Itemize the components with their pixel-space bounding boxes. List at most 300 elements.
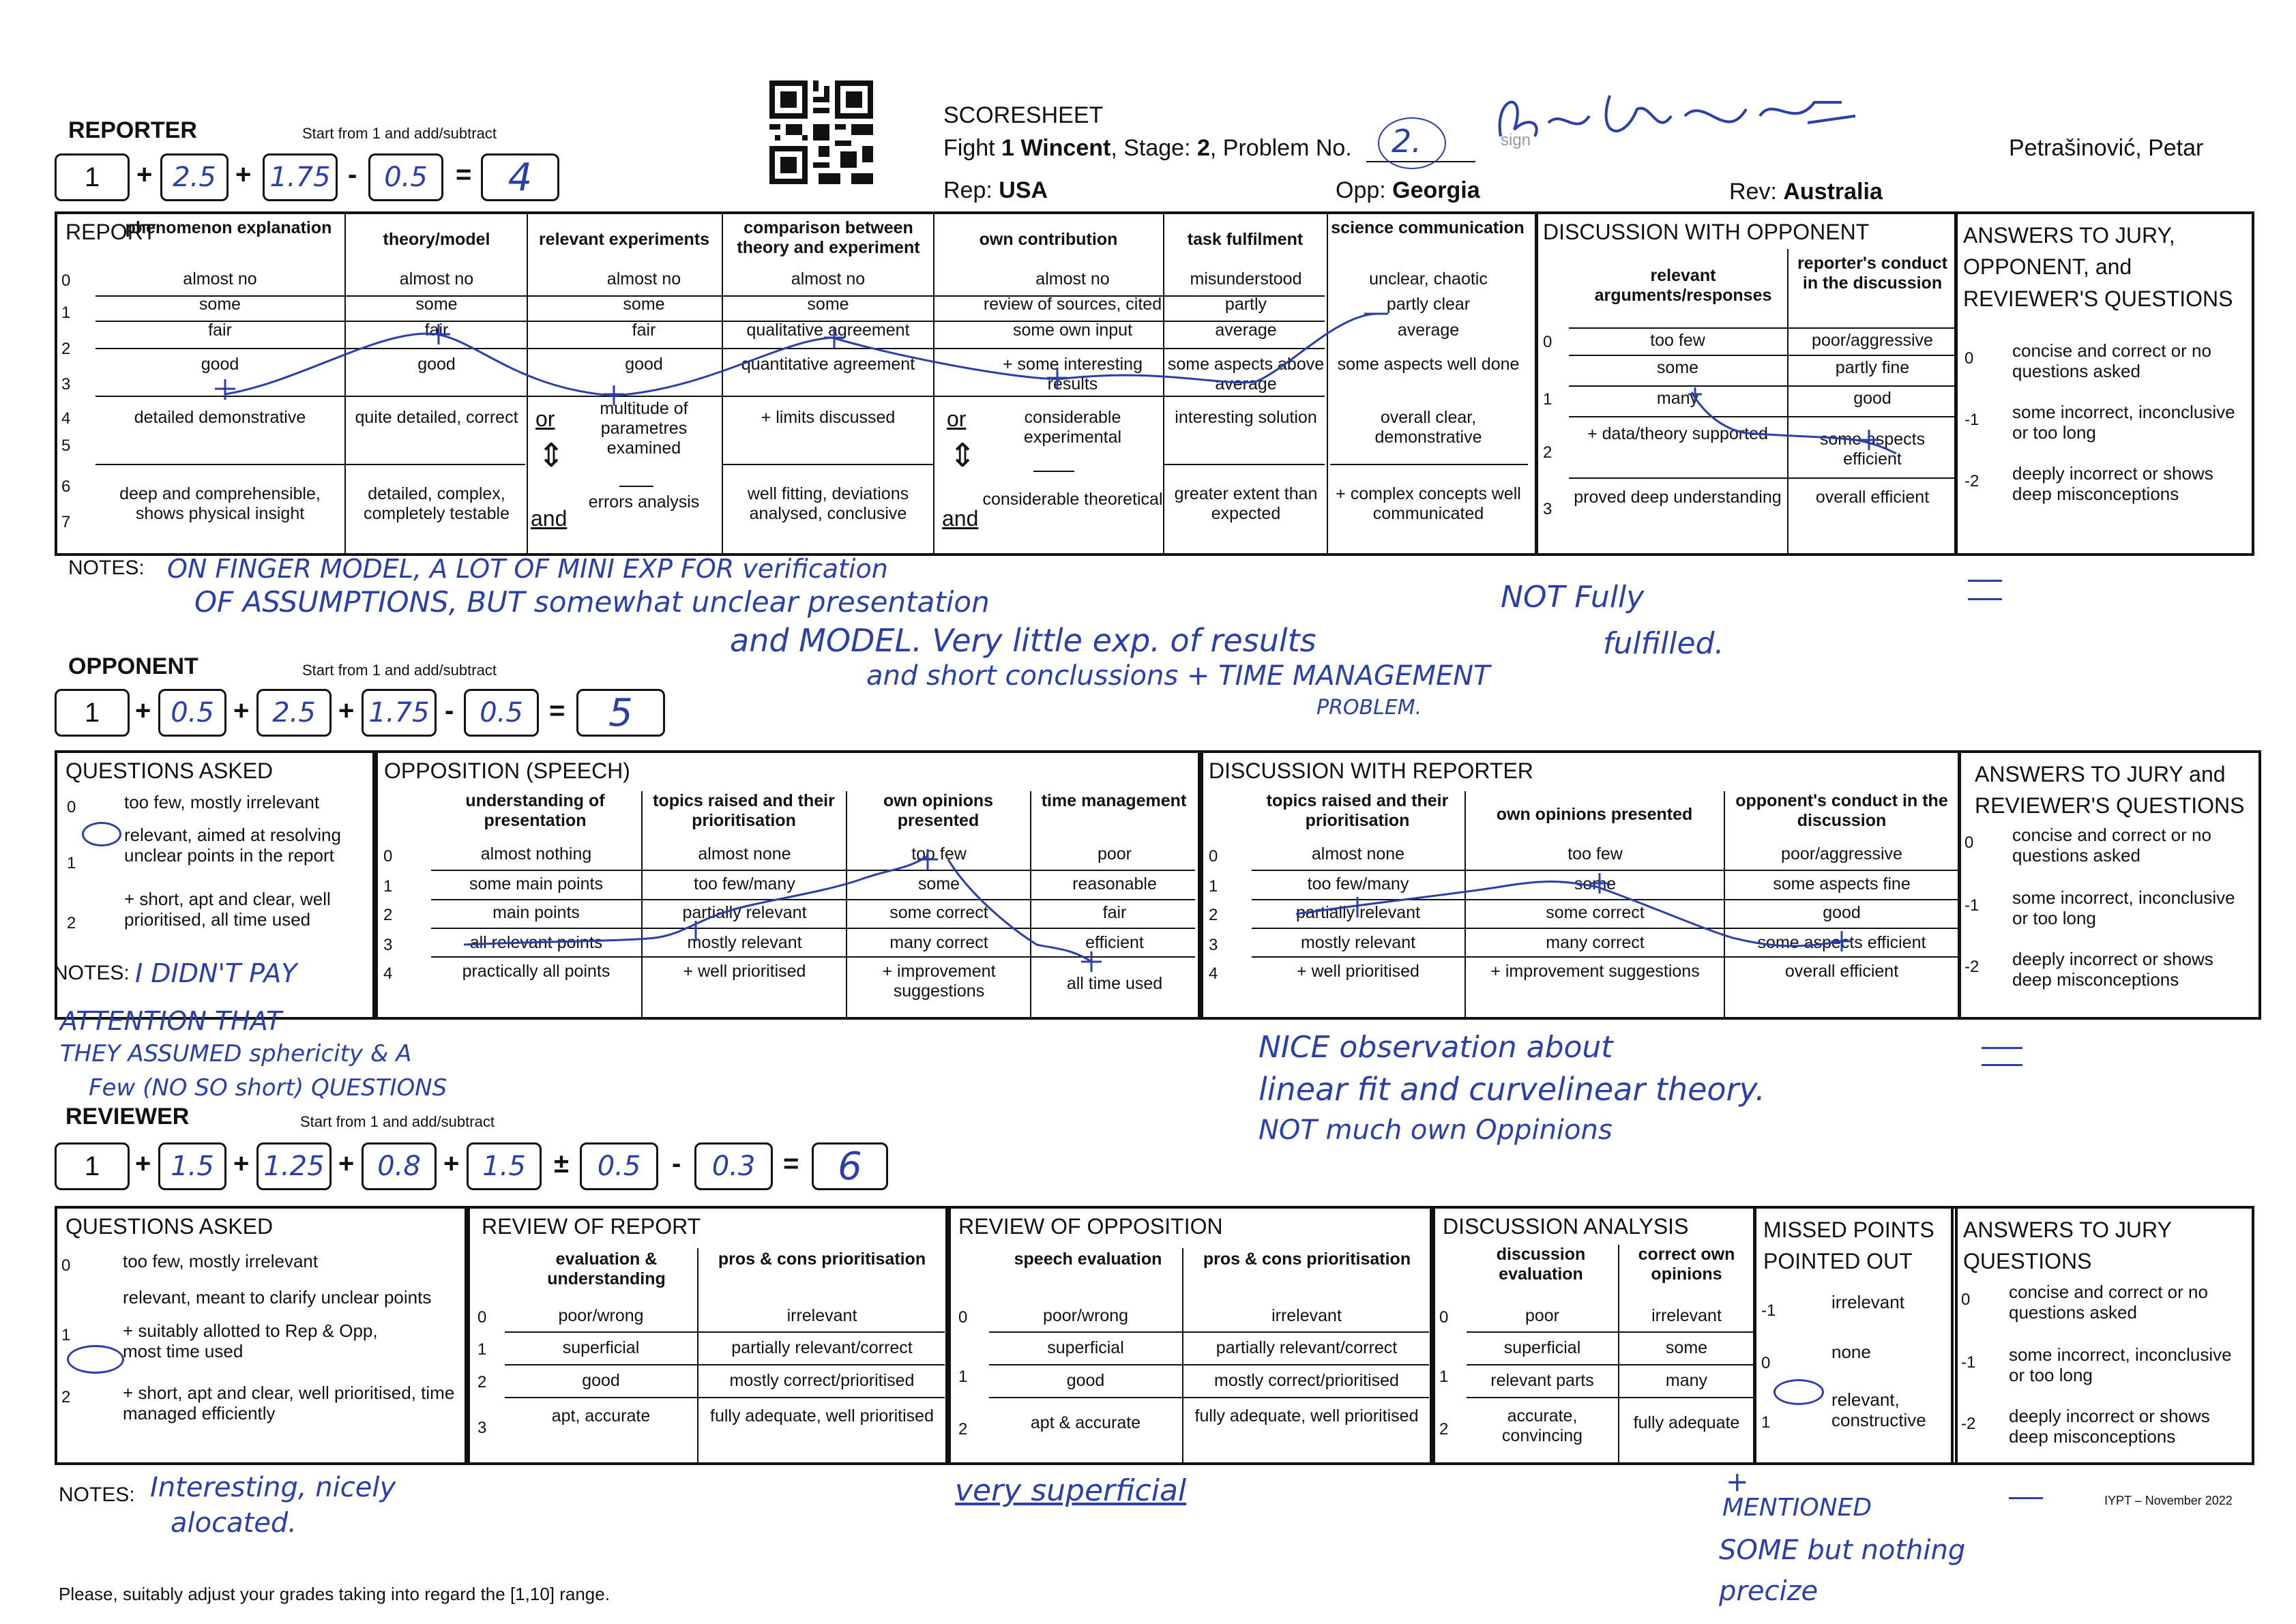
- answer-item: concise and correct or no questions asked: [2012, 825, 2211, 866]
- opponent-questions-title: QUESTIONS ASKED: [65, 758, 274, 783]
- answer-item: deeply incorrect or shows deep misconceptions: [2012, 949, 2213, 990]
- updown-arrow-icon: ⇕: [538, 438, 565, 474]
- rep-disc-cell: proved deep understanding: [1574, 488, 1782, 507]
- fight-label: Fight: [943, 135, 1002, 161]
- opposition-cell: some main points: [469, 874, 603, 894]
- missed-item: irrelevant: [1831, 1292, 1904, 1312]
- missed-level: 1: [1761, 1413, 1771, 1432]
- report-level: 0: [61, 271, 71, 290]
- footer-version: IYPT – November 2022: [2104, 1494, 2233, 1507]
- qr-code: [769, 80, 873, 184]
- rep-disc-cell: good: [1853, 389, 1892, 408]
- missed-item: none: [1831, 1342, 1871, 1362]
- opp-disc-head: opponent's conduct in the discussion: [1735, 791, 1948, 830]
- problem-circle: [1378, 117, 1446, 169]
- answer-level: -1: [1961, 1353, 1976, 1372]
- review-level: 1: [1439, 1368, 1449, 1386]
- pen-circle-mark: [67, 1345, 124, 1374]
- answer-item: some incorrect, inconclusive or too long: [2009, 1344, 2232, 1385]
- reviewer-total[interactable]: 6: [812, 1142, 888, 1190]
- reviewer-value-4[interactable]: 1.5: [467, 1142, 542, 1190]
- opp-discussion-title: DISCUSSION WITH REPORTER: [1209, 758, 1533, 783]
- answer-level: -1: [1964, 411, 1979, 429]
- report-head-4: comparison between theory and experiment: [737, 218, 920, 257]
- opp-disc-cell: mostly relevant: [1300, 933, 1416, 952]
- rep-disc-head-2: reporter's conduct in the discussion: [1797, 254, 1947, 293]
- missed-level: -1: [1761, 1301, 1776, 1320]
- report-cell: misunderstood: [1190, 269, 1302, 289]
- opp-q-level: 1: [67, 854, 76, 872]
- report-cell: + complex concepts well communicated: [1336, 484, 1521, 523]
- review-opposition-head: speech evaluation: [1014, 1250, 1162, 1269]
- review-report-head: evaluation & understanding: [547, 1250, 666, 1288]
- reporter-value-3[interactable]: 0.5: [368, 153, 443, 201]
- report-cell: some own input: [1012, 321, 1133, 340]
- rep-team: Rep: USA: [943, 177, 1048, 203]
- reporter-op-1: +: [136, 160, 153, 190]
- review-cell: partially relevant/correct: [731, 1338, 913, 1357]
- opposition-cell: all time used: [1066, 974, 1163, 993]
- answer-level: 0: [1964, 349, 1974, 368]
- report-cell: considerable theoretical: [982, 490, 1163, 509]
- opp-disc-level: 0: [1209, 847, 1218, 866]
- juror-name: Petrašinović, Petar: [2009, 135, 2204, 161]
- pen-equals-mark: [1982, 1047, 2022, 1066]
- reporter-op-eq: =: [456, 160, 472, 190]
- report-head-6: task fulfilment: [1187, 230, 1304, 249]
- reporter-discussion-title: DISCUSSION WITH OPPONENT: [1543, 220, 1870, 244]
- report-cell: almost no: [791, 269, 866, 289]
- report-level: 2: [61, 340, 71, 358]
- report-cell: errors analysis: [588, 492, 700, 512]
- opposition-cell: all relevant points: [469, 933, 603, 952]
- reviewer-op: =: [783, 1149, 799, 1179]
- stage-no: 2: [1196, 135, 1210, 161]
- opposition-level: 2: [383, 906, 393, 924]
- opp-notes-l4: Few (NO SO short) QUESTIONS: [89, 1074, 447, 1102]
- report-cell: some: [415, 295, 458, 314]
- disc-analysis-head: discussion evaluation: [1496, 1245, 1586, 1284]
- report-head-1: phenomenon explanation: [125, 218, 332, 237]
- rep-disc-cell: partly fine: [1835, 358, 1910, 377]
- or-label: or: [535, 407, 555, 431]
- report-cell: some aspects above average: [1167, 355, 1325, 394]
- opposition-cell: efficient: [1085, 933, 1144, 952]
- opp-disc-head: topics raised and their prioritisation: [1266, 791, 1449, 830]
- review-report-table: [467, 1206, 948, 1465]
- problem-no-hand: 2.: [1392, 123, 1422, 160]
- opp-notes-r1: NICE observation about: [1259, 1030, 1613, 1065]
- rev-q-level: 2: [61, 1388, 71, 1406]
- opp-team: Opp: Georgia: [1336, 177, 1480, 203]
- rev-q-item: + short, apt and clear, well prioritised, time managed efficiently: [123, 1383, 455, 1423]
- opp-disc-level: 4: [1209, 964, 1218, 983]
- reviewer-value-1[interactable]: 1.5: [158, 1142, 226, 1190]
- review-cell: mostly correct/prioritised: [729, 1371, 915, 1390]
- report-cell: good: [201, 355, 239, 374]
- report-head-2: theory/model: [383, 230, 490, 249]
- reviewer-base: 1: [55, 1142, 130, 1190]
- opp-disc-cell: good: [1823, 903, 1861, 922]
- report-cell: fair: [632, 321, 656, 340]
- opp-notes-r2: linear fit and curvelinear theory.: [1259, 1071, 1765, 1108]
- reporter-value-2[interactable]: 1.75: [263, 153, 338, 201]
- review-cell: fully adequate, well prioritised: [710, 1406, 934, 1426]
- rep-disc-level: 0: [1543, 333, 1552, 351]
- report-level: 3: [61, 375, 71, 394]
- report-cell: quantitative agreement: [741, 355, 915, 374]
- opposition-cell: too few: [911, 844, 967, 863]
- review-cell: superficial: [1503, 1338, 1581, 1357]
- opposition-cell: + improvement suggestions: [882, 962, 996, 1001]
- reviewer-op: +: [135, 1149, 151, 1179]
- fight-name: Wincent: [1014, 135, 1111, 161]
- disc-analysis-head: correct own opinions: [1638, 1245, 1735, 1284]
- report-cell: detailed demonstrative: [134, 408, 306, 427]
- opposition-cell: practically all points: [462, 962, 610, 981]
- opposition-cell: some correct: [889, 903, 988, 922]
- review-cell: irrelevant: [786, 1306, 857, 1325]
- rep-disc-level: 3: [1543, 500, 1552, 518]
- reviewer-op: +: [233, 1149, 250, 1179]
- opp-disc-cell: many correct: [1546, 933, 1645, 952]
- updown-arrow-icon: ⇕: [949, 438, 977, 474]
- report-cell: interesting solution: [1175, 408, 1317, 427]
- review-cell: many: [1665, 1371, 1708, 1390]
- opp-disc-cell: too few/many: [1307, 874, 1409, 894]
- opponent-op-eq: =: [549, 696, 565, 726]
- reporter-op-3: -: [348, 160, 357, 190]
- opposition-head: time management: [1041, 791, 1187, 810]
- report-cell: review of sources, cited: [983, 295, 1162, 314]
- answer-level: 0: [1961, 1290, 1971, 1309]
- rep-disc-cell: overall efficient: [1815, 488, 1930, 507]
- answer-level: -2: [1964, 958, 1979, 976]
- answer-item: deeply incorrect or shows deep misconceptions: [2009, 1406, 2210, 1447]
- review-cell: relevant parts: [1490, 1371, 1594, 1390]
- opp-notes-l3: THEY ASSUMED sphericity & A: [60, 1040, 412, 1067]
- report-cell: fair: [208, 321, 232, 340]
- answer-level: -2: [1961, 1415, 1976, 1433]
- review-cell: good: [1066, 1371, 1105, 1390]
- review-cell: irrelevant: [1651, 1306, 1722, 1325]
- missed-level: 0: [1761, 1354, 1771, 1372]
- opponent-op-2: +: [233, 696, 250, 726]
- report-level: 1: [61, 304, 71, 322]
- reporter-notes-label: NOTES:: [68, 557, 145, 579]
- scoresheet-title: SCORESHEET: [943, 102, 1104, 128]
- opp-q-item: + short, apt and clear, well prioritised, all time used: [124, 889, 331, 930]
- review-opposition-head: pros & cons prioritisation: [1203, 1250, 1411, 1269]
- opp-notes-r3: NOT much own Oppinions: [1259, 1114, 1613, 1146]
- opponent-value-2[interactable]: 2.5: [256, 689, 332, 737]
- opponent-op-1: +: [135, 696, 151, 726]
- review-cell: apt & accurate: [1030, 1413, 1141, 1432]
- opposition-level: 3: [383, 936, 393, 954]
- opposition-head: understanding of presentation: [465, 791, 605, 830]
- opp-notes-l1: I DIDN'T PAY: [135, 958, 297, 988]
- report-cell: good: [417, 355, 456, 374]
- missed-points-title: MISSED POINTS POINTED OUT: [1763, 1217, 1934, 1274]
- pen-dash-mark: [2009, 1497, 2043, 1499]
- opponent-total[interactable]: 5: [576, 689, 665, 737]
- opposition-head: own opinions presented: [883, 791, 994, 830]
- reporter-value-1[interactable]: 2.5: [160, 153, 229, 201]
- pen-equals-mark: [1968, 580, 2002, 600]
- review-level: 2: [477, 1373, 487, 1391]
- reporter-notes-3: and MODEL. Very little exp. of results: [730, 622, 1316, 659]
- review-report-head: pros & cons prioritisation: [718, 1250, 926, 1269]
- missed-item: relevant, constructive: [1831, 1389, 1926, 1430]
- opponent-op-4: -: [445, 696, 454, 726]
- reporter-grade-marks: [95, 286, 1392, 423]
- footer-instruction: Please, suitably adjust your grades taking into regard the [1,10] range.: [59, 1584, 610, 1604]
- fight-line: [943, 135, 1352, 162]
- report-cell: almost no: [183, 269, 257, 289]
- rev-notes-l1: Interesting, nicely: [150, 1472, 396, 1503]
- rep-disc-cell: too few: [1650, 331, 1705, 350]
- opposition-level: 4: [383, 964, 393, 983]
- stage-label: , Stage:: [1110, 135, 1197, 161]
- review-cell: superficial: [1047, 1338, 1124, 1357]
- opp-disc-cell: too few: [1568, 844, 1623, 863]
- rev-notes-r2: MENTIONED: [1722, 1494, 1872, 1522]
- sign-label: sign: [1501, 131, 1531, 149]
- report-cell: average: [1397, 321, 1460, 340]
- review-level: 1: [477, 1340, 487, 1359]
- rep-disc-cell: some aspects efficient: [1819, 430, 1926, 469]
- reviewer-op: +: [338, 1149, 355, 1179]
- rev-questions-title: QUESTIONS ASKED: [65, 1214, 274, 1239]
- answer-level: -1: [1964, 896, 1979, 915]
- report-cell: + limits discussed: [761, 408, 896, 427]
- opponent-hint: Start from 1 and add/subtract: [302, 662, 497, 679]
- review-level: 1: [958, 1368, 968, 1386]
- review-cell: good: [582, 1371, 620, 1390]
- opponent-notes-label: NOTES:: [53, 962, 130, 984]
- report-cell: almost no: [399, 269, 474, 289]
- review-cell: accurate, convincing: [1501, 1406, 1583, 1445]
- opposition-level: 0: [383, 847, 393, 866]
- report-cell: detailed, complex, completely testable: [363, 484, 510, 523]
- report-cell: quite detailed, correct: [355, 408, 518, 427]
- reviewer-hint: Start from 1 and add/subtract: [300, 1113, 495, 1130]
- rev-notes-r1: +: [1726, 1466, 1749, 1498]
- opp-disc-cell: partially relevant: [1295, 903, 1421, 922]
- report-cell: deep and comprehensible, shows physical insight: [119, 484, 321, 523]
- reviewer-value-3[interactable]: 0.8: [362, 1142, 437, 1190]
- review-cell: some: [1665, 1338, 1708, 1357]
- discussion-analysis-title: DISCUSSION ANALYSIS: [1443, 1214, 1689, 1239]
- reviewer-op: -: [672, 1149, 681, 1179]
- and-label: and: [942, 506, 979, 531]
- opposition-title: OPPOSITION (SPEECH): [384, 758, 630, 783]
- rep-disc-level: 1: [1543, 390, 1552, 409]
- report-cell: average: [1215, 321, 1277, 340]
- reporter-notes-1: ON FINGER MODEL, A LOT OF MINI EXP FOR verification: [167, 554, 888, 584]
- reviewer-value-6[interactable]: 0.3: [694, 1142, 773, 1190]
- review-cell: fully adequate: [1633, 1413, 1740, 1432]
- rev-answers-title: ANSWERS TO JURY QUESTIONS: [1963, 1217, 2172, 1274]
- answer-level: -2: [1964, 472, 1979, 490]
- report-cell: well fitting, deviations analysed, conclusive: [747, 484, 909, 523]
- rep-disc-cell: poor/aggressive: [1812, 331, 1933, 350]
- and-label: and: [531, 506, 568, 531]
- rev-q-item: relevant, meant to clarify unclear points: [123, 1287, 432, 1308]
- review-opposition-title: REVIEW OF OPPOSITION: [958, 1214, 1223, 1239]
- reporter-total[interactable]: 4: [481, 153, 559, 201]
- report-cell: partly clear: [1386, 295, 1471, 314]
- reviewer-notes-label: NOTES:: [59, 1483, 135, 1506]
- report-level: 7: [61, 513, 71, 531]
- rev-notes-l2: alocated.: [171, 1507, 297, 1539]
- reviewer-op: ±: [554, 1149, 569, 1179]
- report-cell: overall clear, demonstrative: [1374, 408, 1482, 447]
- opp-q-level: 2: [67, 914, 76, 932]
- review-level: 0: [477, 1308, 487, 1327]
- answer-item: some incorrect, inconclusive or too long: [2012, 402, 2235, 443]
- review-cell: mostly correct/prioritised: [1214, 1371, 1399, 1390]
- report-level: 6: [61, 477, 71, 496]
- opp-disc-cell: some: [1574, 874, 1617, 894]
- reviewer-value-2[interactable]: 1.25: [256, 1142, 332, 1190]
- report-cell: almost no: [606, 269, 681, 289]
- report-cell: some: [807, 295, 849, 314]
- rep-disc-cell: many: [1656, 389, 1699, 408]
- review-cell: partially relevant/correct: [1216, 1338, 1398, 1357]
- opposition-cell: many correct: [889, 933, 988, 952]
- opp-disc-cell: some correct: [1546, 903, 1645, 922]
- opp-disc-cell: poor/aggressive: [1781, 844, 1902, 863]
- review-level: 0: [958, 1308, 968, 1327]
- pen-circle-mark: [82, 822, 121, 846]
- opposition-cell: almost none: [698, 844, 791, 863]
- rep-disc-head-1: relevant arguments/responses: [1594, 266, 1772, 305]
- report-cell: some aspects well done: [1337, 355, 1520, 374]
- report-head-5: own contribution: [979, 230, 1118, 249]
- review-cell: poor: [1525, 1306, 1560, 1325]
- report-cell: multitude of parametres examined: [600, 399, 688, 458]
- opp-disc-cell: overall efficient: [1784, 962, 1899, 981]
- opponent-value-3[interactable]: 1.75: [362, 689, 437, 737]
- reporter-op-2: +: [235, 160, 252, 190]
- reporter-base: 1: [55, 153, 130, 201]
- review-level: 0: [1439, 1308, 1449, 1327]
- signature: [1487, 82, 1869, 157]
- review-cell: poor/wrong: [558, 1306, 644, 1325]
- opposition-cell: poor: [1097, 844, 1132, 863]
- report-cell: fair: [424, 321, 449, 340]
- review-cell: superficial: [562, 1338, 640, 1357]
- review-cell: apt, accurate: [551, 1406, 651, 1426]
- fight-no: 1: [1001, 135, 1014, 161]
- reporter-notes-6: NOT Fully: [1501, 580, 1645, 615]
- rev-notes-mid: very superficial: [955, 1473, 1187, 1508]
- opposition-marks: [437, 839, 1194, 975]
- rep-disc-level: 2: [1543, 443, 1552, 462]
- answer-item: some incorrect, inconclusive or too long: [2012, 887, 2235, 928]
- report-cell: almost no: [1035, 269, 1110, 289]
- rev-q-item: + suitably allotted to Rep & Opp, most time used: [123, 1320, 378, 1361]
- opp-notes-l2: ATTENTION THAT: [60, 1006, 282, 1036]
- opp-q-item: relevant, aimed at resolving unclear points in the report: [124, 825, 341, 866]
- rev-q-item: too few, mostly irrelevant: [123, 1251, 319, 1271]
- opp-disc-level: 1: [1209, 877, 1218, 896]
- opposition-cell: mostly relevant: [687, 933, 802, 952]
- report-cell: some: [623, 295, 665, 314]
- report-head-3: relevant experiments: [538, 230, 710, 249]
- report-head-7: science communication: [1331, 218, 1525, 237]
- report-level: 5: [61, 437, 71, 455]
- review-level: 2: [1439, 1420, 1449, 1438]
- reviewer-op: +: [443, 1149, 460, 1179]
- report-cell: greater extent than expected: [1174, 484, 1318, 523]
- review-cell: irrelevant: [1271, 1306, 1342, 1325]
- reporter-notes-2: OF ASSUMPTIONS, BUT somewhat unclear presentation: [194, 585, 990, 619]
- reporter-title: REPORTER: [68, 117, 197, 143]
- opposition-cell: fair: [1102, 903, 1127, 922]
- rev-notes-r4: precize: [1719, 1576, 1819, 1607]
- rev-q-level: 0: [61, 1256, 71, 1275]
- report-cell: qualitative agreement: [746, 321, 910, 340]
- opp-disc-cell: almost none: [1311, 844, 1405, 863]
- opposition-cell: almost nothing: [480, 844, 592, 863]
- rev-notes-r3: SOME but nothing: [1719, 1535, 1966, 1566]
- rev-team: Rev: Australia: [1729, 179, 1883, 205]
- opposition-cell: reasonable: [1072, 874, 1157, 894]
- reporter-answers-title: ANSWERS TO JURY, OPPONENT, and REVIEWER'S QUESTIONS: [1963, 223, 2233, 311]
- reporter-hint: Start from 1 and add/subtract: [302, 125, 497, 142]
- reviewer-value-5[interactable]: 0.5: [580, 1142, 658, 1190]
- report-cell: good: [625, 355, 663, 374]
- opp-answers-title: ANSWERS TO JURY and REVIEWER'S QUESTIONS: [1975, 762, 2245, 818]
- answer-item: deeply incorrect or shows deep misconceptions: [2012, 463, 2213, 504]
- opposition-level: 1: [383, 877, 393, 896]
- report-cell: + some interesting results: [1003, 355, 1143, 394]
- answer-level: 0: [1964, 833, 1974, 852]
- opponent-value-1[interactable]: 0.5: [158, 689, 226, 737]
- opp-disc-head: own opinions presented: [1496, 805, 1693, 824]
- opponent-title: OPPONENT: [68, 653, 198, 679]
- opposition-cell: partially relevant: [682, 903, 807, 922]
- opponent-value-4[interactable]: 0.5: [464, 689, 539, 737]
- reporter-notes-4: and short conclussions + TIME MANAGEMENT: [866, 660, 1490, 692]
- or-label: or: [947, 407, 967, 431]
- opponent-op-3: +: [338, 696, 355, 726]
- review-level: 2: [958, 1420, 968, 1438]
- review-report-title: REVIEW OF REPORT: [482, 1214, 701, 1239]
- rep-disc-cell: some: [1656, 358, 1699, 377]
- report-cell: partly: [1224, 295, 1267, 314]
- review-level: 3: [477, 1419, 487, 1437]
- answer-item: concise and correct or no questions asked: [2012, 340, 2211, 381]
- answer-item: concise and correct or no questions asked: [2009, 1282, 2208, 1323]
- opp-disc-cell: + improvement suggestions: [1490, 962, 1700, 981]
- pen-circle-mark: [1773, 1379, 1824, 1405]
- review-cell: fully adequate, well prioritised: [1194, 1406, 1419, 1426]
- opp-disc-cell: some aspects fine: [1773, 874, 1911, 894]
- report-label: REPORT: [65, 220, 156, 244]
- opposition-cell: main points: [492, 903, 580, 922]
- reporter-notes-7: fulfilled.: [1603, 626, 1724, 661]
- opposition-cell: too few/many: [694, 874, 795, 894]
- review-cell: poor/wrong: [1042, 1306, 1129, 1325]
- rep-disc-cell: + data/theory supported: [1587, 424, 1768, 443]
- report-cell: unclear, chaotic: [1369, 269, 1488, 289]
- opp-q-item: too few, mostly irrelevant: [124, 792, 320, 812]
- opponent-base: 1: [55, 689, 130, 737]
- opp-disc-cell: some aspects efficient: [1757, 933, 1926, 952]
